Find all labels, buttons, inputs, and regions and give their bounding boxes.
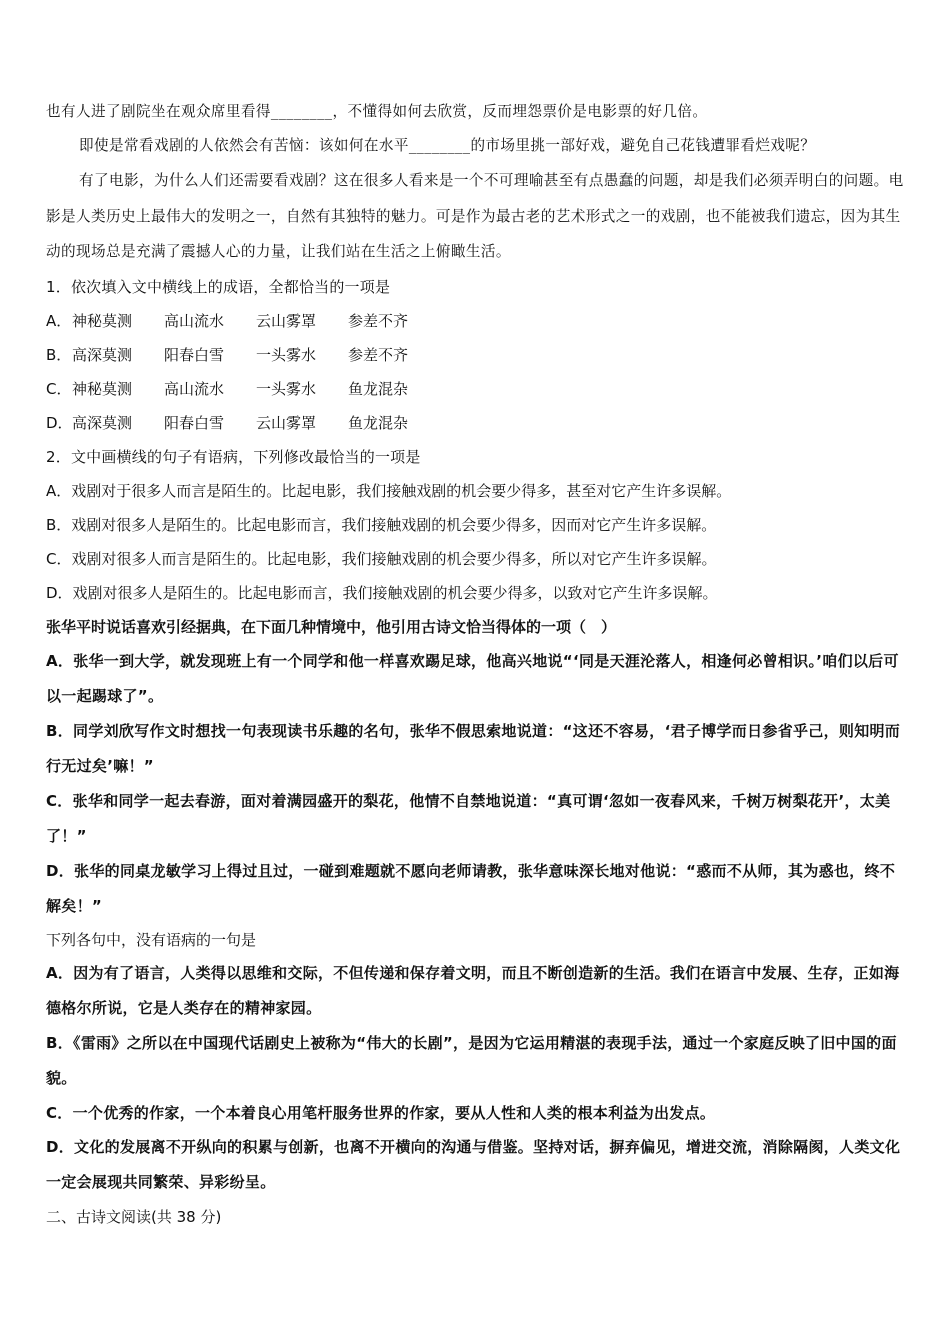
option-label: A． (46, 311, 72, 330)
idiom: 神秘莫测 (72, 379, 133, 398)
q1-option-b (46, 338, 908, 372)
idiom: 神秘莫测 (72, 311, 133, 330)
idiom: 鱼龙混杂 (348, 379, 409, 398)
q2-option-b: B．戏剧对很多人是陌生的。比起电影而言，我们接触戏剧的机会要少得多，因而对它产生许多误解。 (46, 515, 717, 534)
option-label: D． (46, 413, 73, 432)
document-page (46, 96, 908, 1234)
idiom: 高深莫测 (72, 413, 133, 432)
q4-option-d: D．文化的发展离不开纵向的积累与创新，也离不开横向的沟通与借鉴。坚持对话，摒弃偏见，增进交流，消除隔阂，人类文化一定会展现共同繁荣、异彩纷呈。 (46, 1137, 901, 1191)
q2-option-c: C．戏剧对很多人而言是陌生的。比起电影，我们接触戏剧的机会要少得多，所以对它产生许多误解。 (46, 549, 717, 568)
q1-option-d (46, 406, 908, 440)
q4-option-b: B．《雷雨》之所以在中国现代话剧史上被称为“伟大的长剧”，是因为它运用精湛的表现手法，通过一个家庭反映了旧中国的面貌。 (46, 1033, 897, 1087)
q1-option-c (46, 372, 908, 406)
passage-line-1: 也有人进了剧院坐在观众席里看得________，不懂得如何去欣赏，反而埋怨票价是电影票的好几倍。 (46, 103, 708, 120)
idiom: 参差不齐 (348, 345, 409, 364)
question-4-stem: 下列各句中，没有语病的一句是 (46, 930, 257, 949)
q2-option-a: A．戏剧对于很多人而言是陌生的。比起电影，我们接触戏剧的机会要少得多，甚至对它产生许多误解。 (46, 481, 732, 500)
q4-option-a: A．因为有了语言，人类得以思维和交际，不但传递和保存着文明，而且不断创造新的生活。我们在语言中发展、生存，正如海德格尔所说，它是人类存在的精神家园。 (46, 963, 900, 1017)
q3-option-d: D．张华的同桌龙敏学习上得过且过，一碰到难题就不愿向老师请教，张华意味深长地对他说：“惑而不从师，其为惑也，终不解矣！” (46, 861, 896, 915)
idiom: 鱼龙混杂 (348, 413, 409, 432)
section-2-heading: 二、古诗文阅读(共 38 分) (46, 1207, 222, 1226)
idiom: 一头雾水 (256, 345, 317, 364)
q1-option-a (46, 304, 908, 338)
passage-paragraph-2: 即使是常看戏剧的人依然会有苦恼：该如何在水平________的市场里挑一部好戏，避免自己花钱遭罪看烂戏呢？ (79, 137, 816, 154)
idiom: 云山雾罩 (256, 311, 317, 330)
idiom: 云山雾罩 (256, 413, 317, 432)
idiom: 参差不齐 (348, 311, 409, 330)
q4-option-c: C．一个优秀的作家，一个本着良心用笔杆服务世界的作家，要从人性和人类的根本利益为出发点。 (46, 1103, 716, 1122)
q3-option-c: C．张华和同学一起去春游，面对着满园盛开的梨花，他情不自禁地说道：“真可谓‘忽如一夜春风来，千树万树梨花开’，太美了！” (46, 791, 891, 845)
idiom: 一头雾水 (256, 379, 317, 398)
idiom: 高山流水 (164, 311, 225, 330)
q3-option-b: B．同学刘欣写作文时想找一句表现读书乐趣的名句，张华不假思索地说道：“这还不容易，‘君子博学而日参省乎己，则知明而行无过矣’嘛！” (46, 721, 901, 775)
option-label: B． (46, 345, 72, 364)
idiom: 高深莫测 (72, 345, 133, 364)
idiom: 高山流水 (164, 379, 225, 398)
question-1-stem: 1．依次填入文中横线上的成语，全都恰当的一项是 (46, 277, 391, 296)
question-2-stem: 2．文中画横线的句子有语病，下列修改最恰当的一项是 (46, 447, 421, 466)
option-label: C． (46, 379, 72, 398)
idiom: 阳春白雪 (164, 413, 225, 432)
idiom: 阳春白雪 (164, 345, 225, 364)
q3-option-a: A．张华一到大学，就发现班上有一个同学和他一样喜欢踢足球，他高兴地说“‘同是天涯沦落人，相逢何必曾相识。’咱们以后可以一起踢球了”。 (46, 651, 899, 705)
q2-option-d: D．戏剧对很多人是陌生的。比起电影而言，我们接触戏剧的机会要少得多，以致对它产生许多误解。 (46, 583, 718, 602)
question-3-stem: 张华平时说话喜欢引经据典，在下面几种情境中，他引用古诗文恰当得体的一项（ ） (46, 617, 617, 636)
passage-paragraph-3: 有了电影，为什么人们还需要看戏剧？这在很多人看来是一个不可理喻甚至有点愚蠢的问题，却是我们必须弄明白的问题。电影是人类历史上最伟大的发明之一，自然有其独特的魅力。可是作为最古老的艺术形式之一的戏剧，也不能被我们遗忘，因为其生动的现场总是充满了震撼人心的力量，让我们站在生活之上俯瞰生活。 (46, 172, 904, 260)
